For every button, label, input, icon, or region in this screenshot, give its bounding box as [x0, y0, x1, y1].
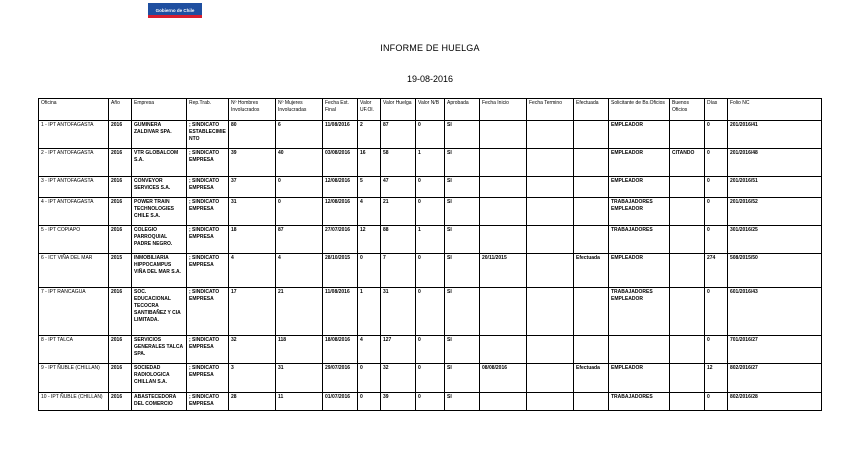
column-header: Nº Mujeres Involucradas [276, 99, 323, 121]
table-cell: 2016 [109, 336, 132, 364]
table-cell [670, 393, 705, 411]
table-cell: SI [445, 121, 480, 149]
column-header: Empresa [132, 99, 187, 121]
table-cell [574, 121, 609, 149]
table-cell: 0 [416, 336, 445, 364]
table-cell: 4 [358, 198, 381, 226]
table-cell: 0 [705, 226, 728, 254]
table-cell: ; SINDICATO EMPRESA [187, 254, 229, 288]
table-cell: SI [445, 364, 480, 393]
table-cell: COLEGIO PARROQUIAL PADRE NEGRO. [132, 226, 187, 254]
table-cell: 0 [416, 121, 445, 149]
table-cell [527, 288, 574, 336]
table-cell: 11 [276, 393, 323, 411]
table-cell: SI [445, 288, 480, 336]
table-cell: 0 [416, 393, 445, 411]
table-cell: ; SINDICATO EMPRESA [187, 177, 229, 198]
table-cell: 21 [276, 288, 323, 336]
table-cell: 0 [705, 288, 728, 336]
table-cell: GUMINERA ZALDIVAR SPA. [132, 121, 187, 149]
column-header: Días [705, 99, 728, 121]
column-header: Solicitante de Bs.Oficios [609, 99, 670, 121]
table-cell: 802/2016/28 [728, 393, 822, 411]
table-cell: 0 [358, 254, 381, 288]
table-cell: Efectuada [574, 254, 609, 288]
table-cell: 201/2016/51 [728, 177, 822, 198]
table-cell: 6 - ICT VIÑA DEL MAR [39, 254, 109, 288]
table-row [39, 226, 822, 254]
table-cell: 0 [358, 393, 381, 411]
table-cell [527, 336, 574, 364]
table-cell: 16 [358, 149, 381, 177]
table-cell: CITANDO [670, 149, 705, 177]
table-cell [527, 254, 574, 288]
column-header: Valor Huelga [381, 99, 416, 121]
table-cell: INMOBILIARIA HIPPOCAMPUS VIÑA DEL MAR S.A. [132, 254, 187, 288]
table-cell [574, 226, 609, 254]
table-cell [670, 254, 705, 288]
table-cell: ABASTECEDORA DEL COMERCIO [132, 393, 187, 411]
table-cell: 87 [381, 121, 416, 149]
table-cell [574, 198, 609, 226]
table-cell: 28/10/2015 [323, 254, 358, 288]
table-cell: 12 [358, 226, 381, 254]
column-header: Fecha Termino [527, 99, 574, 121]
table-cell: ; SINDICATO EMPRESA [187, 336, 229, 364]
column-header: Oficina [39, 99, 109, 121]
table-cell: 11/08/2016 [323, 288, 358, 336]
table-cell [480, 288, 527, 336]
table-cell [527, 121, 574, 149]
table-cell: 0 [705, 177, 728, 198]
table-cell: 29/07/2016 [323, 364, 358, 393]
table-cell: 31 [381, 288, 416, 336]
table-cell: 1 [416, 149, 445, 177]
table-cell [670, 288, 705, 336]
table-cell: 701/2016/27 [728, 336, 822, 364]
table-cell: 2016 [109, 121, 132, 149]
table-cell: 17 [229, 288, 276, 336]
table-cell: SI [445, 198, 480, 226]
table-cell: 0 [705, 393, 728, 411]
gobierno-logo [148, 0, 202, 18]
table-cell: 4 - IPT ANTOFAGASTA [39, 198, 109, 226]
table-cell [574, 149, 609, 177]
table-cell: 18/08/2016 [323, 336, 358, 364]
table-cell: 03/08/2016 [323, 149, 358, 177]
table-cell [670, 198, 705, 226]
table-cell: 1 [358, 288, 381, 336]
table-cell [527, 149, 574, 177]
table-cell: VTR GLOBALCOM S.A. [132, 149, 187, 177]
table-cell [480, 336, 527, 364]
table-cell: 37 [229, 177, 276, 198]
table-cell: EMPLEADOR [609, 364, 670, 393]
table-cell: 508/2015/50 [728, 254, 822, 288]
table-cell: 08/08/2016 [480, 364, 527, 393]
table-cell: 2016 [109, 149, 132, 177]
table-cell: 118 [276, 336, 323, 364]
table-cell: 28 [229, 393, 276, 411]
table-cell: 802/2016/27 [728, 364, 822, 393]
table-cell: 0 [416, 254, 445, 288]
table-cell: 201/2016/41 [728, 121, 822, 149]
table-cell: 11/08/2016 [323, 121, 358, 149]
table-cell [670, 364, 705, 393]
table-cell: 5 [358, 177, 381, 198]
logo-text: Gobierno de Chile [155, 8, 195, 13]
table-cell: CONVEYOR SERVICES S.A. [132, 177, 187, 198]
table-cell: 9 - IPT ÑUBLE (CHILLAN) [39, 364, 109, 393]
table-cell: ; SINDICATO EMPRESA [187, 288, 229, 336]
table-header-row [39, 99, 822, 121]
table-cell: 1 - IPT ANTOFAGASTA [39, 121, 109, 149]
table-cell: Efectuada [574, 364, 609, 393]
table-cell: EMPLEADOR [609, 149, 670, 177]
table-cell: 12 [705, 364, 728, 393]
column-header: Aprobada [445, 99, 480, 121]
column-header: Fecha Inicio [480, 99, 527, 121]
column-header: Rep.Trab. [187, 99, 229, 121]
column-header: Valor UF.Ol. [358, 99, 381, 121]
table-cell: 88 [381, 226, 416, 254]
table-cell: TRABAJADORES [609, 226, 670, 254]
table-cell: 0 [358, 364, 381, 393]
column-header: Efectuada [574, 99, 609, 121]
table-cell: 8 - IPT TALCA [39, 336, 109, 364]
table-cell: SI [445, 149, 480, 177]
table-cell: SI [445, 336, 480, 364]
table-cell: 18 [229, 226, 276, 254]
table-cell: 7 [381, 254, 416, 288]
table-cell [670, 336, 705, 364]
table-cell: 10 - IPT ÑUBLE (CHILLAN) [39, 393, 109, 411]
table-cell: 2016 [109, 198, 132, 226]
table-cell: 274 [705, 254, 728, 288]
table-cell: 2016 [109, 288, 132, 336]
table-cell [527, 393, 574, 411]
table-cell: SI [445, 177, 480, 198]
table-cell: 601/2016/43 [728, 288, 822, 336]
table-cell: 4 [229, 254, 276, 288]
table-cell: 127 [381, 336, 416, 364]
table-cell: 5 - IPT COPIAPO [39, 226, 109, 254]
table-row [39, 364, 822, 393]
table-cell: 20/11/2015 [480, 254, 527, 288]
table-cell [574, 336, 609, 364]
table-cell: SOCIEDAD RADIOLOGICA CHILLAN S.A. [132, 364, 187, 393]
table-cell: 301/2016/25 [728, 226, 822, 254]
table-cell: TRABAJADORES [609, 393, 670, 411]
table-cell: 12/08/2016 [323, 198, 358, 226]
table-cell: 2016 [109, 226, 132, 254]
table-cell [670, 121, 705, 149]
column-header: Valor N/B [416, 99, 445, 121]
table-cell: 0 [276, 177, 323, 198]
table-cell: 201/2016/52 [728, 198, 822, 226]
table-cell: ; SINDICATO EMPRESA [187, 393, 229, 411]
table-cell: EMPLEADOR [609, 121, 670, 149]
table-cell: 2016 [109, 177, 132, 198]
table-cell: 6 [276, 121, 323, 149]
table-cell: 47 [381, 177, 416, 198]
column-header: Año [109, 99, 132, 121]
table-cell: TRABAJADORES EMPLEADOR [609, 288, 670, 336]
table-cell: 0 [705, 121, 728, 149]
table-cell [480, 226, 527, 254]
table-cell [574, 393, 609, 411]
table-cell: 27/07/2016 [323, 226, 358, 254]
table-cell [480, 121, 527, 149]
table-cell: 12/08/2016 [323, 177, 358, 198]
table-row [39, 177, 822, 198]
table-cell: 2016 [109, 364, 132, 393]
table-cell: 0 [276, 198, 323, 226]
table-cell [527, 226, 574, 254]
table-cell: 87 [276, 226, 323, 254]
strike-report-table [38, 98, 822, 411]
table-cell [670, 226, 705, 254]
table-cell: ; SINDICATO EMPRESA [187, 226, 229, 254]
table-row [39, 336, 822, 364]
table-cell: 80 [229, 121, 276, 149]
table-row [39, 254, 822, 288]
table-cell: 31 [276, 364, 323, 393]
table-cell: 7 - IPT RANCAGUA [39, 288, 109, 336]
table-cell: 0 [416, 198, 445, 226]
column-header: Nº Hombres Involucrados [229, 99, 276, 121]
report-date: 19-08-2016 [406, 74, 454, 84]
table-cell: SI [445, 393, 480, 411]
table-cell [527, 198, 574, 226]
table-cell: 3 - IPT ANTOFAGASTA [39, 177, 109, 198]
table-cell: 4 [358, 336, 381, 364]
column-header: Folio NC [728, 99, 822, 121]
table-cell: 0 [416, 177, 445, 198]
table-row [39, 149, 822, 177]
table-cell: ; SINDICATO ESTABLECIMIENTO [187, 121, 229, 149]
table-cell: 2 [358, 121, 381, 149]
table-cell: 0 [416, 288, 445, 336]
table-cell: 58 [381, 149, 416, 177]
table-cell [609, 336, 670, 364]
table-cell [480, 393, 527, 411]
table-cell: 32 [381, 364, 416, 393]
table-row [39, 288, 822, 336]
table-cell: 32 [229, 336, 276, 364]
table-cell [574, 177, 609, 198]
table-cell: ; SINDICATO EMPRESA [187, 149, 229, 177]
table-cell [574, 288, 609, 336]
table-cell [527, 364, 574, 393]
table-cell: 39 [229, 149, 276, 177]
table-cell [670, 177, 705, 198]
column-header: Fecha Est. Final [323, 99, 358, 121]
table-cell: 201/2016/48 [728, 149, 822, 177]
table-cell: EMPLEADOR [609, 177, 670, 198]
table-cell: 0 [705, 198, 728, 226]
table-cell: 40 [276, 149, 323, 177]
table-cell: 3 [229, 364, 276, 393]
table-cell: SOC. EDUCACIONAL TECOCRA SANTIBAÑEZ Y CIA LIMITADA. [132, 288, 187, 336]
table-cell: 01/07/2016 [323, 393, 358, 411]
table-cell: TRABAJADORES EMPLEADOR [609, 198, 670, 226]
table-cell [480, 198, 527, 226]
table-cell: SI [445, 226, 480, 254]
table-cell: EMPLEADOR [609, 254, 670, 288]
table-cell: 1 [416, 226, 445, 254]
report-title: INFORME DE HUELGA [380, 43, 480, 53]
table-row [39, 393, 822, 411]
table-cell: 21 [381, 198, 416, 226]
table-cell: SI [445, 254, 480, 288]
table-cell [480, 149, 527, 177]
table-cell [480, 177, 527, 198]
column-header: Buenos Oficios [670, 99, 705, 121]
table-cell: 39 [381, 393, 416, 411]
table-cell: ; SINDICATO EMPRESA [187, 198, 229, 226]
table-cell [527, 177, 574, 198]
table-row [39, 121, 822, 149]
table-cell: 0 [416, 364, 445, 393]
table-cell: ; SINDICATO EMPRESA [187, 364, 229, 393]
table-cell: 2016 [109, 393, 132, 411]
table-cell: 2015 [109, 254, 132, 288]
table-cell: 2 - IPT ANTOFAGASTA [39, 149, 109, 177]
table-cell: 31 [229, 198, 276, 226]
table-cell: 4 [276, 254, 323, 288]
table-cell: SERVICIOS GENERALES TALCA SPA. [132, 336, 187, 364]
table-cell: POWER TRAIN TECHNOLOGIES CHILE S.A. [132, 198, 187, 226]
table-cell: 0 [705, 149, 728, 177]
table-cell: 0 [705, 336, 728, 364]
table-row [39, 198, 822, 226]
